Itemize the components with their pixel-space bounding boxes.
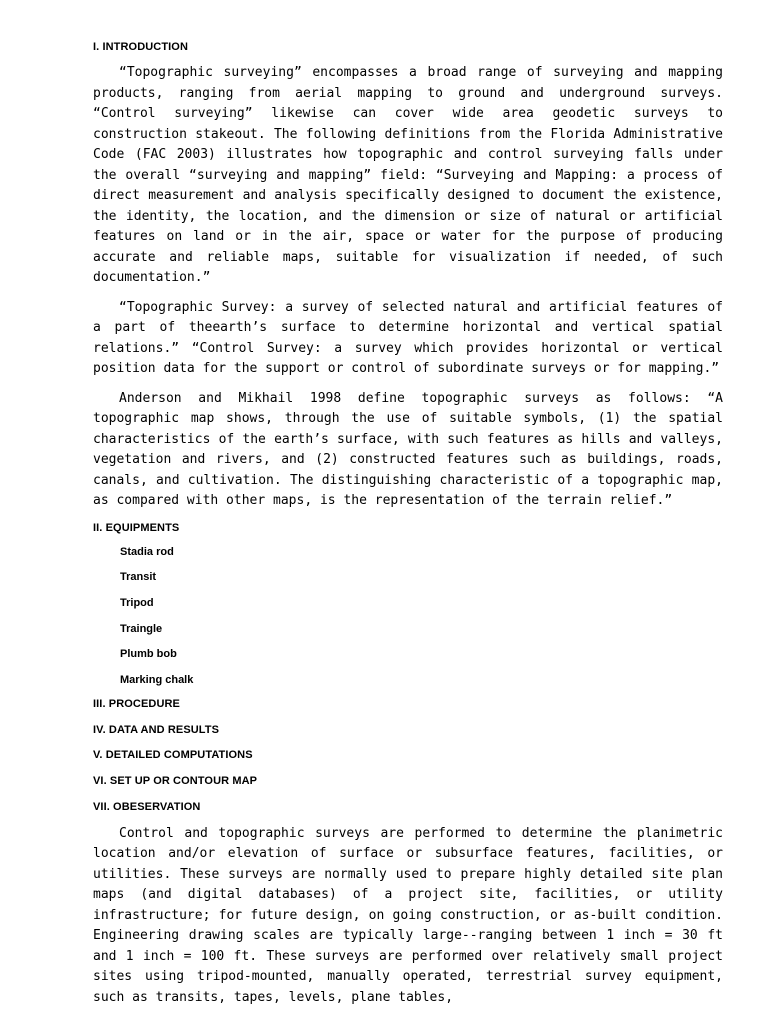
document-page: [93, 40, 723, 1017]
data-results-heading: IV. DATA AND RESULTS: [93, 723, 220, 736]
intro-paragraph-1: “Topographic surveying” encompasses a broad range of surveying and mapping products, ranging from aerial mapping to ground and underground surveys. “Control surveying” likewise can cover wide area geodetic surveys to construction stakeout. The following definitions from the Florida Administrative Code (FAC 2003) illustrates how topographic and control surveying falls under the overall “surveying and mapping” field: “Surveying and Mapping: a process of direct measurement and analysis specifically designed to document the existence, the identity, the location, and the dimension or size of natural or artificial features on land or in the air, space or water for the purpose of producing accurate and reliable maps, suitable for visualization if needed, of such documentation.”: [93, 65, 723, 285]
observation-heading: VII. OBESERVATION: [93, 800, 201, 813]
list-item: Plumb bob: [120, 648, 177, 661]
list-item: Stadia rod: [120, 545, 174, 558]
equipment-list: [93, 545, 723, 687]
intro-paragraph-2: “Topographic Survey: a survey of selected natural and artificial features of a part of theearth’s surface to determine horizontal and vertical spatial relations.” “Control Survey: a survey which provides horizontal or vertical position data for the support or control of subordinate surveys or for mapping.”: [93, 299, 723, 376]
equipments-heading: II. EQUIPMENTS: [93, 521, 180, 534]
introduction-heading: I. INTRODUCTION: [93, 41, 188, 53]
procedure-heading: III. PROCEDURE: [93, 697, 180, 710]
list-item: Marking chalk: [120, 673, 194, 686]
intro-paragraph-3: Anderson and Mikhail 1998 define topographic surveys as follows: “A topographic map shows, through the use of suitable symbols, (1) the spatial characteristics of the earth’s surface, with such features as hills and valleys, vegetation and rivers, and (2) constructed features such as buildings, roads, canals, and cultivation. The distinguishing characteristic of a topographic map, as compared with other maps, is the representation of the terrain relief.”: [93, 390, 723, 508]
list-item: Traingle: [120, 622, 163, 635]
observation-paragraph: Control and topographic surveys are performed to determine the planimetric location and/or elevation of surface or subsurface features, facilities, or utilities. These surveys are normally used to prepare highly detailed site plan maps (and digital databases) of a project site, facilities, or utility infrastructure; for future design, on going construction, or as-built condition. Engineering drawing scales are typically large--ranging between 1 inch = 30 ft and 1 inch = 100 ft. These surveys are performed over relatively small project sites using tripod-mounted, manually operated, terrestrial survey equipment, such as transits, tapes, levels, plane tables,: [93, 825, 723, 1005]
computations-heading: V. DETAILED COMPUTATIONS: [93, 749, 253, 762]
list-item: Tripod: [120, 596, 154, 609]
list-item: Transit: [120, 571, 157, 584]
contour-map-heading: VI. SET UP OR CONTOUR MAP: [93, 775, 258, 787]
